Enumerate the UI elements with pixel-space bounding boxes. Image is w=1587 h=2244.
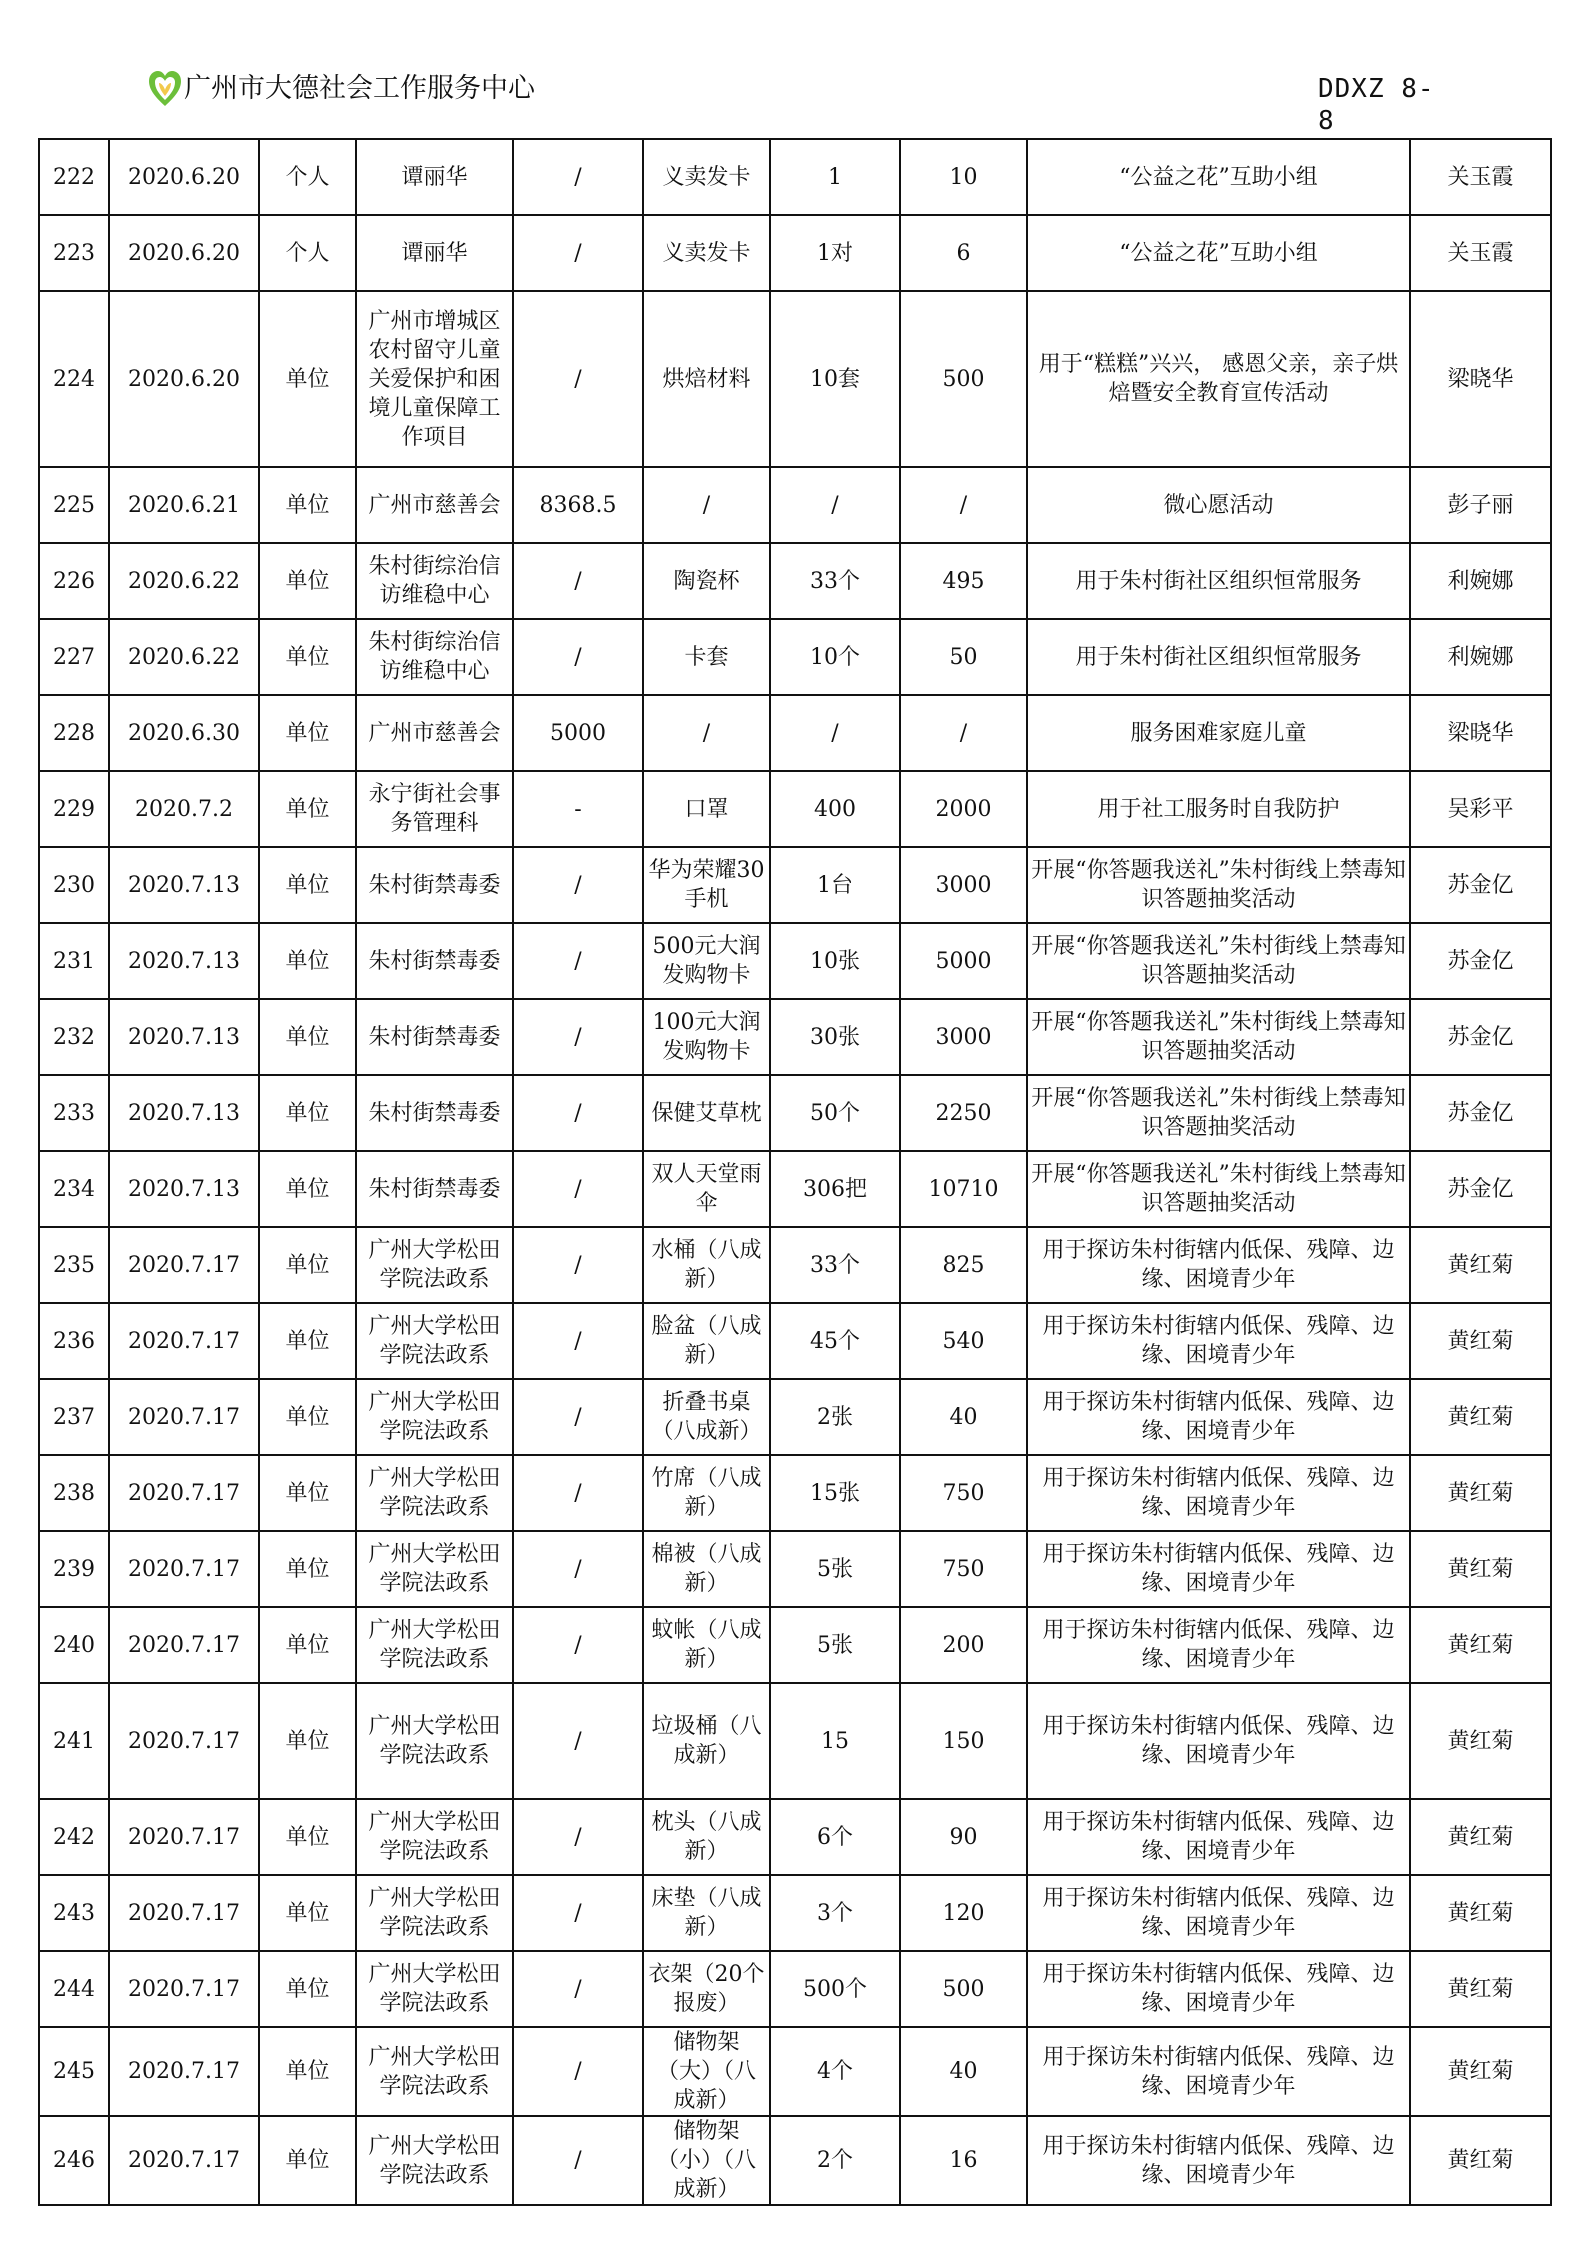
cell-qty: 33个	[770, 1227, 900, 1303]
cell-amount: /	[513, 1683, 643, 1799]
cell-donor: 广州市增城区农村留守儿童关爱保护和困境儿童保障工作项目	[356, 291, 513, 467]
cell-donor: 朱村街禁毒委	[356, 923, 513, 999]
cell-value: 90	[900, 1799, 1027, 1875]
cell-item: 枕头（八成新）	[643, 1799, 770, 1875]
cell-amount: /	[513, 2027, 643, 2116]
table-row	[39, 999, 1551, 1075]
cell-handler: 黄红菊	[1410, 1607, 1551, 1683]
cell-qty: 10张	[770, 923, 900, 999]
cell-type: 单位	[259, 1607, 356, 1683]
cell-handler: 关玉霞	[1410, 139, 1551, 215]
cell-amount: /	[513, 999, 643, 1075]
cell-qty: 3个	[770, 1875, 900, 1951]
cell-amount: /	[513, 1531, 643, 1607]
cell-type: 单位	[259, 695, 356, 771]
cell-qty: 400	[770, 771, 900, 847]
cell-handler: 苏金亿	[1410, 847, 1551, 923]
cell-value: 495	[900, 543, 1027, 619]
cell-amount: /	[513, 543, 643, 619]
cell-value: 16	[900, 2116, 1027, 2205]
cell-donor: 谭丽华	[356, 139, 513, 215]
cell-type: 单位	[259, 847, 356, 923]
cell-type: 单位	[259, 2027, 356, 2116]
cell-no: 230	[39, 847, 109, 923]
cell-type: 单位	[259, 1303, 356, 1379]
cell-no: 231	[39, 923, 109, 999]
table-row	[39, 467, 1551, 543]
cell-date: 2020.7.17	[109, 2116, 259, 2205]
cell-handler: 利婉娜	[1410, 619, 1551, 695]
cell-type: 单位	[259, 1151, 356, 1227]
cell-handler: 苏金亿	[1410, 999, 1551, 1075]
cell-value: 3000	[900, 847, 1027, 923]
cell-purpose: 用于探访朱村街辖内低保、残障、边缘、困境青少年	[1027, 1799, 1410, 1875]
table-row	[39, 1531, 1551, 1607]
cell-item: 义卖发卡	[643, 139, 770, 215]
table-row	[39, 1227, 1551, 1303]
cell-item: 衣架（20个报废）	[643, 1951, 770, 2027]
cell-qty: 5张	[770, 1607, 900, 1683]
cell-amount: /	[513, 923, 643, 999]
cell-handler: 黄红菊	[1410, 1227, 1551, 1303]
cell-type: 单位	[259, 467, 356, 543]
cell-purpose: 微心愿活动	[1027, 467, 1410, 543]
cell-date: 2020.6.20	[109, 291, 259, 467]
cell-value: 40	[900, 1379, 1027, 1455]
cell-amount: /	[513, 1799, 643, 1875]
cell-donor: 广州大学松田学院法政系	[356, 1379, 513, 1455]
table-row	[39, 1875, 1551, 1951]
cell-purpose: 用于探访朱村街辖内低保、残障、边缘、困境青少年	[1027, 1531, 1410, 1607]
cell-amount: /	[513, 1455, 643, 1531]
cell-donor: 朱村街禁毒委	[356, 1075, 513, 1151]
cell-item: 烘焙材料	[643, 291, 770, 467]
cell-purpose: 开展“你答题我送礼”朱村街线上禁毒知识答题抽奖活动	[1027, 847, 1410, 923]
cell-purpose: 用于朱村街社区组织恒常服务	[1027, 543, 1410, 619]
cell-value: 200	[900, 1607, 1027, 1683]
cell-donor: 广州市慈善会	[356, 467, 513, 543]
cell-purpose: 用于探访朱村街辖内低保、残障、边缘、困境青少年	[1027, 1227, 1410, 1303]
cell-purpose: “公益之花”互助小组	[1027, 139, 1410, 215]
cell-date: 2020.7.17	[109, 1607, 259, 1683]
cell-no: 225	[39, 467, 109, 543]
cell-value: 500	[900, 291, 1027, 467]
cell-item: 保健艾草枕	[643, 1075, 770, 1151]
table-row	[39, 2116, 1551, 2205]
table-row	[39, 1303, 1551, 1379]
cell-date: 2020.7.13	[109, 923, 259, 999]
cell-value: 540	[900, 1303, 1027, 1379]
cell-no: 239	[39, 1531, 109, 1607]
cell-no: 237	[39, 1379, 109, 1455]
cell-date: 2020.7.17	[109, 2027, 259, 2116]
cell-no: 243	[39, 1875, 109, 1951]
cell-purpose: 用于探访朱村街辖内低保、残障、边缘、困境青少年	[1027, 1455, 1410, 1531]
table-row	[39, 619, 1551, 695]
cell-date: 2020.7.2	[109, 771, 259, 847]
cell-item: 棉被（八成新）	[643, 1531, 770, 1607]
cell-no: 229	[39, 771, 109, 847]
cell-donor: 广州大学松田学院法政系	[356, 1455, 513, 1531]
cell-no: 222	[39, 139, 109, 215]
cell-no: 234	[39, 1151, 109, 1227]
table-row	[39, 1379, 1551, 1455]
cell-value: 120	[900, 1875, 1027, 1951]
cell-item: 储物架（小）（八成新）	[643, 2116, 770, 2205]
cell-type: 单位	[259, 1875, 356, 1951]
cell-value: 750	[900, 1531, 1027, 1607]
cell-no: 223	[39, 215, 109, 291]
cell-no: 224	[39, 291, 109, 467]
cell-handler: 苏金亿	[1410, 1075, 1551, 1151]
table-row	[39, 923, 1551, 999]
cell-no: 235	[39, 1227, 109, 1303]
cell-amount: /	[513, 215, 643, 291]
cell-type: 个人	[259, 139, 356, 215]
cell-item: 华为荣耀30手机	[643, 847, 770, 923]
cell-item: 陶瓷杯	[643, 543, 770, 619]
cell-type: 单位	[259, 1379, 356, 1455]
cell-no: 232	[39, 999, 109, 1075]
cell-donor: 朱村街综治信访维稳中心	[356, 619, 513, 695]
cell-qty: 45个	[770, 1303, 900, 1379]
cell-value: 750	[900, 1455, 1027, 1531]
cell-value: 2000	[900, 771, 1027, 847]
doc-code: DDXZ 8-8	[1318, 74, 1435, 136]
cell-amount: 5000	[513, 695, 643, 771]
cell-value: 6	[900, 215, 1027, 291]
cell-type: 单位	[259, 771, 356, 847]
cell-donor: 永宁街社会事务管理科	[356, 771, 513, 847]
cell-amount: /	[513, 1075, 643, 1151]
cell-type: 单位	[259, 1799, 356, 1875]
table-row	[39, 1455, 1551, 1531]
cell-date: 2020.7.17	[109, 1379, 259, 1455]
cell-date: 2020.6.21	[109, 467, 259, 543]
cell-date: 2020.6.22	[109, 543, 259, 619]
cell-value: 10710	[900, 1151, 1027, 1227]
cell-handler: 吴彩平	[1410, 771, 1551, 847]
cell-item: 蚊帐（八成新）	[643, 1607, 770, 1683]
cell-no: 240	[39, 1607, 109, 1683]
cell-handler: 苏金亿	[1410, 1151, 1551, 1227]
cell-amount: /	[513, 291, 643, 467]
cell-qty: 33个	[770, 543, 900, 619]
cell-date: 2020.7.13	[109, 1075, 259, 1151]
cell-qty: 5张	[770, 1531, 900, 1607]
cell-handler: 彭子丽	[1410, 467, 1551, 543]
cell-donor: 广州大学松田学院法政系	[356, 1303, 513, 1379]
cell-handler: 黄红菊	[1410, 2116, 1551, 2205]
cell-date: 2020.7.17	[109, 1227, 259, 1303]
cell-type: 单位	[259, 1227, 356, 1303]
cell-qty: 1	[770, 139, 900, 215]
cell-no: 244	[39, 1951, 109, 2027]
cell-donor: 广州大学松田学院法政系	[356, 1799, 513, 1875]
cell-qty: 10个	[770, 619, 900, 695]
cell-date: 2020.7.17	[109, 1683, 259, 1799]
cell-purpose: 服务困难家庭儿童	[1027, 695, 1410, 771]
cell-donor: 广州大学松田学院法政系	[356, 1951, 513, 2027]
cell-value: 2250	[900, 1075, 1027, 1151]
cell-purpose: 用于探访朱村街辖内低保、残障、边缘、困境青少年	[1027, 1379, 1410, 1455]
cell-qty: 30张	[770, 999, 900, 1075]
cell-value: 500	[900, 1951, 1027, 2027]
table-row	[39, 771, 1551, 847]
cell-no: 236	[39, 1303, 109, 1379]
donation-table-wrapper	[38, 138, 1550, 2202]
cell-qty: 15张	[770, 1455, 900, 1531]
cell-handler: 黄红菊	[1410, 1951, 1551, 2027]
cell-no: 238	[39, 1455, 109, 1531]
cell-donor: 朱村街禁毒委	[356, 1151, 513, 1227]
page-header	[148, 66, 1448, 136]
donation-table	[38, 138, 1552, 2206]
cell-item: 水桶（八成新）	[643, 1227, 770, 1303]
cell-handler: 黄红菊	[1410, 1455, 1551, 1531]
cell-donor: 广州大学松田学院法政系	[356, 1683, 513, 1799]
cell-amount: 8368.5	[513, 467, 643, 543]
cell-handler: 黄红菊	[1410, 1683, 1551, 1799]
cell-item: /	[643, 467, 770, 543]
cell-value: 40	[900, 2027, 1027, 2116]
cell-donor: 广州大学松田学院法政系	[356, 1531, 513, 1607]
table-row	[39, 1151, 1551, 1227]
cell-donor: 广州大学松田学院法政系	[356, 1607, 513, 1683]
cell-amount: /	[513, 1875, 643, 1951]
cell-no: 242	[39, 1799, 109, 1875]
cell-type: 个人	[259, 215, 356, 291]
cell-value: 825	[900, 1227, 1027, 1303]
cell-donor: 朱村街禁毒委	[356, 999, 513, 1075]
cell-value: 50	[900, 619, 1027, 695]
cell-item: /	[643, 695, 770, 771]
cell-amount: /	[513, 1151, 643, 1227]
cell-qty: 10套	[770, 291, 900, 467]
cell-purpose: “公益之花”互助小组	[1027, 215, 1410, 291]
cell-purpose: 开展“你答题我送礼”朱村街线上禁毒知识答题抽奖活动	[1027, 1151, 1410, 1227]
cell-donor: 朱村街禁毒委	[356, 847, 513, 923]
cell-no: 227	[39, 619, 109, 695]
cell-type: 单位	[259, 1951, 356, 2027]
cell-donor: 广州市慈善会	[356, 695, 513, 771]
cell-date: 2020.7.13	[109, 1151, 259, 1227]
cell-no: 226	[39, 543, 109, 619]
cell-type: 单位	[259, 1531, 356, 1607]
cell-purpose: 用于探访朱村街辖内低保、残障、边缘、困境青少年	[1027, 1951, 1410, 2027]
heart-leaf-logo-icon	[148, 70, 182, 108]
cell-amount: /	[513, 619, 643, 695]
cell-qty: 50个	[770, 1075, 900, 1151]
cell-purpose: 用于探访朱村街辖内低保、残障、边缘、困境青少年	[1027, 2116, 1410, 2205]
table-row	[39, 291, 1551, 467]
cell-date: 2020.6.20	[109, 139, 259, 215]
cell-purpose: 用于探访朱村街辖内低保、残障、边缘、困境青少年	[1027, 1683, 1410, 1799]
cell-date: 2020.6.30	[109, 695, 259, 771]
cell-value: /	[900, 695, 1027, 771]
cell-qty: 500个	[770, 1951, 900, 2027]
cell-type: 单位	[259, 1075, 356, 1151]
cell-item: 500元大润发购物卡	[643, 923, 770, 999]
cell-handler: 关玉霞	[1410, 215, 1551, 291]
cell-type: 单位	[259, 619, 356, 695]
cell-value: 10	[900, 139, 1027, 215]
cell-amount: /	[513, 2116, 643, 2205]
cell-date: 2020.7.13	[109, 999, 259, 1075]
cell-amount: -	[513, 771, 643, 847]
cell-donor: 广州大学松田学院法政系	[356, 1227, 513, 1303]
cell-item: 脸盆（八成新）	[643, 1303, 770, 1379]
cell-handler: 梁晓华	[1410, 291, 1551, 467]
table-row	[39, 847, 1551, 923]
cell-item: 100元大润发购物卡	[643, 999, 770, 1075]
cell-purpose: 用于探访朱村街辖内低保、残障、边缘、困境青少年	[1027, 1607, 1410, 1683]
cell-amount: /	[513, 847, 643, 923]
cell-item: 储物架（大）（八成新）	[643, 2027, 770, 2116]
cell-type: 单位	[259, 1683, 356, 1799]
cell-amount: /	[513, 1607, 643, 1683]
cell-donor: 朱村街综治信访维稳中心	[356, 543, 513, 619]
cell-purpose: 用于探访朱村街辖内低保、残障、边缘、困境青少年	[1027, 1303, 1410, 1379]
cell-value: 3000	[900, 999, 1027, 1075]
cell-qty: 306把	[770, 1151, 900, 1227]
cell-item: 床垫（八成新）	[643, 1875, 770, 1951]
cell-value: 5000	[900, 923, 1027, 999]
cell-qty: 6个	[770, 1799, 900, 1875]
cell-type: 单位	[259, 2116, 356, 2205]
cell-handler: 黄红菊	[1410, 1799, 1551, 1875]
table-row	[39, 1951, 1551, 2027]
cell-type: 单位	[259, 999, 356, 1075]
cell-type: 单位	[259, 543, 356, 619]
cell-item: 折叠书桌（八成新）	[643, 1379, 770, 1455]
cell-date: 2020.7.13	[109, 847, 259, 923]
cell-qty: /	[770, 695, 900, 771]
cell-item: 垃圾桶（八成新）	[643, 1683, 770, 1799]
table-body	[39, 139, 1551, 2205]
cell-amount: /	[513, 139, 643, 215]
cell-date: 2020.7.17	[109, 1303, 259, 1379]
cell-purpose: 开展“你答题我送礼”朱村街线上禁毒知识答题抽奖活动	[1027, 999, 1410, 1075]
table-row	[39, 1075, 1551, 1151]
cell-date: 2020.7.17	[109, 1799, 259, 1875]
table-row	[39, 1607, 1551, 1683]
cell-donor: 谭丽华	[356, 215, 513, 291]
cell-no: 233	[39, 1075, 109, 1151]
cell-handler: 黄红菊	[1410, 1531, 1551, 1607]
cell-handler: 黄红菊	[1410, 2027, 1551, 2116]
table-row	[39, 1799, 1551, 1875]
cell-qty: 2张	[770, 1379, 900, 1455]
cell-item: 义卖发卡	[643, 215, 770, 291]
cell-qty: 2个	[770, 2116, 900, 2205]
table-row	[39, 139, 1551, 215]
cell-purpose: 用于朱村街社区组织恒常服务	[1027, 619, 1410, 695]
cell-type: 单位	[259, 291, 356, 467]
cell-donor: 广州大学松田学院法政系	[356, 2027, 513, 2116]
cell-value: /	[900, 467, 1027, 543]
table-row	[39, 215, 1551, 291]
cell-amount: /	[513, 1227, 643, 1303]
cell-date: 2020.6.22	[109, 619, 259, 695]
cell-qty: 4个	[770, 2027, 900, 2116]
cell-qty: 1对	[770, 215, 900, 291]
cell-date: 2020.7.17	[109, 1531, 259, 1607]
cell-donor: 广州大学松田学院法政系	[356, 1875, 513, 1951]
cell-value: 150	[900, 1683, 1027, 1799]
cell-handler: 黄红菊	[1410, 1303, 1551, 1379]
cell-no: 245	[39, 2027, 109, 2116]
cell-date: 2020.7.17	[109, 1951, 259, 2027]
cell-no: 241	[39, 1683, 109, 1799]
table-row	[39, 1683, 1551, 1799]
cell-purpose: 开展“你答题我送礼”朱村街线上禁毒知识答题抽奖活动	[1027, 1075, 1410, 1151]
table-row	[39, 695, 1551, 771]
cell-purpose: 用于“糕糕”兴兴， 感恩父亲，亲子烘焙暨安全教育宣传活动	[1027, 291, 1410, 467]
cell-amount: /	[513, 1303, 643, 1379]
cell-item: 竹席（八成新）	[643, 1455, 770, 1531]
cell-type: 单位	[259, 1455, 356, 1531]
cell-donor: 广州大学松田学院法政系	[356, 2116, 513, 2205]
cell-handler: 利婉娜	[1410, 543, 1551, 619]
cell-item: 口罩	[643, 771, 770, 847]
cell-amount: /	[513, 1379, 643, 1455]
cell-date: 2020.7.17	[109, 1455, 259, 1531]
cell-qty: 1台	[770, 847, 900, 923]
cell-amount: /	[513, 1951, 643, 2027]
cell-no: 246	[39, 2116, 109, 2205]
cell-purpose: 用于探访朱村街辖内低保、残障、边缘、困境青少年	[1027, 2027, 1410, 2116]
org-name: 广州市大德社会工作服务中心	[184, 73, 535, 104]
cell-date: 2020.6.20	[109, 215, 259, 291]
cell-handler: 黄红菊	[1410, 1875, 1551, 1951]
cell-no: 228	[39, 695, 109, 771]
cell-handler: 苏金亿	[1410, 923, 1551, 999]
cell-item: 卡套	[643, 619, 770, 695]
cell-qty: 15	[770, 1683, 900, 1799]
cell-purpose: 用于社工服务时自我防护	[1027, 771, 1410, 847]
table-row	[39, 543, 1551, 619]
cell-item: 双人天堂雨伞	[643, 1151, 770, 1227]
cell-qty: /	[770, 467, 900, 543]
cell-purpose: 用于探访朱村街辖内低保、残障、边缘、困境青少年	[1027, 1875, 1410, 1951]
cell-type: 单位	[259, 923, 356, 999]
table-row	[39, 2027, 1551, 2116]
cell-date: 2020.7.17	[109, 1875, 259, 1951]
cell-handler: 黄红菊	[1410, 1379, 1551, 1455]
cell-handler: 梁晓华	[1410, 695, 1551, 771]
cell-purpose: 开展“你答题我送礼”朱村街线上禁毒知识答题抽奖活动	[1027, 923, 1410, 999]
